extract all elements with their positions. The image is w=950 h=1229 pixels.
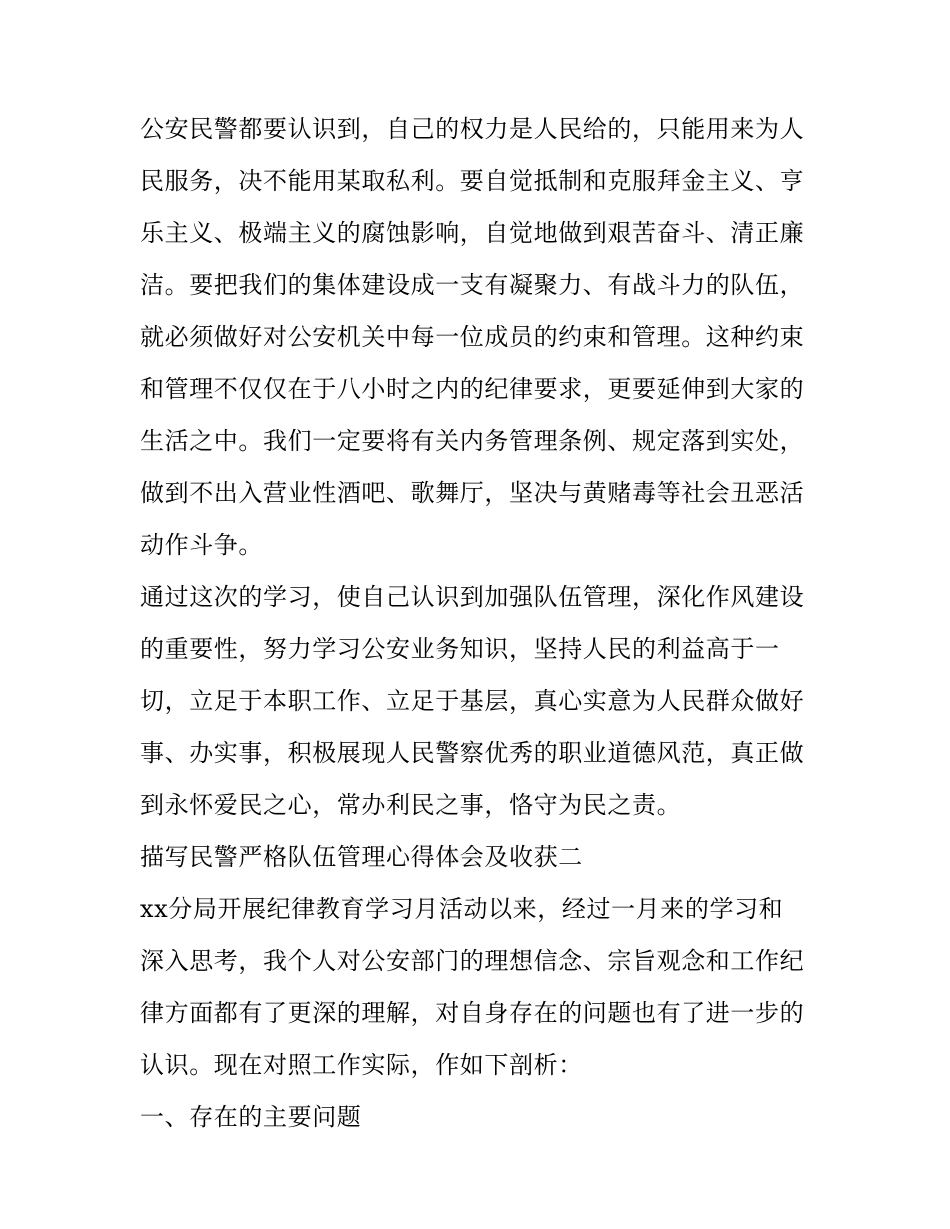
paragraph-2-line-3: 切，立足于本职工作、立足于基层，真心实意为人民群众做好: [140, 687, 805, 715]
paragraph-3-line-4: 认识。现在对照工作实际，作如下剖析：: [140, 1051, 583, 1079]
paragraph-1-line-1: 公安民警都要认识到，自己的权力是人民给的，只能用来为人: [140, 115, 805, 143]
paragraph-1-line-8: 做到不出入营业性酒吧、歌舞厅，坚决与黄赌毒等社会丑恶活: [140, 479, 805, 507]
paragraph-1-line-4: 洁。要把我们的集体建设成一支有凝聚力、有战斗力的队伍，: [140, 271, 805, 299]
subsection-title: 一、存在的主要问题: [140, 1103, 362, 1131]
paragraph-1-line-6: 和管理不仅仅在于八小时之内的纪律要求，更要延伸到大家的: [140, 375, 805, 403]
section-title: 描写民警严格队伍管理心得体会及收获二: [140, 843, 583, 871]
paragraph-2-line-2: 的重要性，努力学习公安业务知识，坚持人民的利益高于一: [140, 635, 780, 663]
paragraph-2-line-1: 通过这次的学习，使自己认识到加强队伍管理，深化作风建设: [140, 583, 805, 611]
paragraph-3-line-1: xx分局开展纪律教育学习月活动以来，经过一月来的学习和: [140, 895, 784, 923]
paragraph-2-line-4: 事、办实事，积极展现人民警察优秀的职业道德风范，真正做: [140, 739, 805, 767]
paragraph-1-line-2: 民服务，决不能用某取私利。要自觉抵制和克服拜金主义、亨: [140, 167, 805, 195]
paragraph-2-line-5: 到永怀爱民之心，常办利民之事，恪守为民之责。: [140, 791, 682, 819]
paragraph-1-line-5: 就必须做好对公安机关中每一位成员的约束和管理。这种约束: [140, 323, 805, 351]
paragraph-1-line-7: 生活之中。我们一定要将有关内务管理条例、规定落到实处，: [140, 427, 805, 455]
paragraph-1-line-9: 动作斗争。: [140, 531, 263, 559]
paragraph-3-line-2: 深入思考，我个人对公安部门的理想信念、宗旨观念和工作纪: [140, 947, 805, 975]
paragraph-3-line-3: 律方面都有了更深的理解，对自身存在的问题也有了进一步的: [140, 999, 805, 1027]
paragraph-1-line-3: 乐主义、极端主义的腐蚀影响，自觉地做到艰苦奋斗、清正廉: [140, 219, 805, 247]
